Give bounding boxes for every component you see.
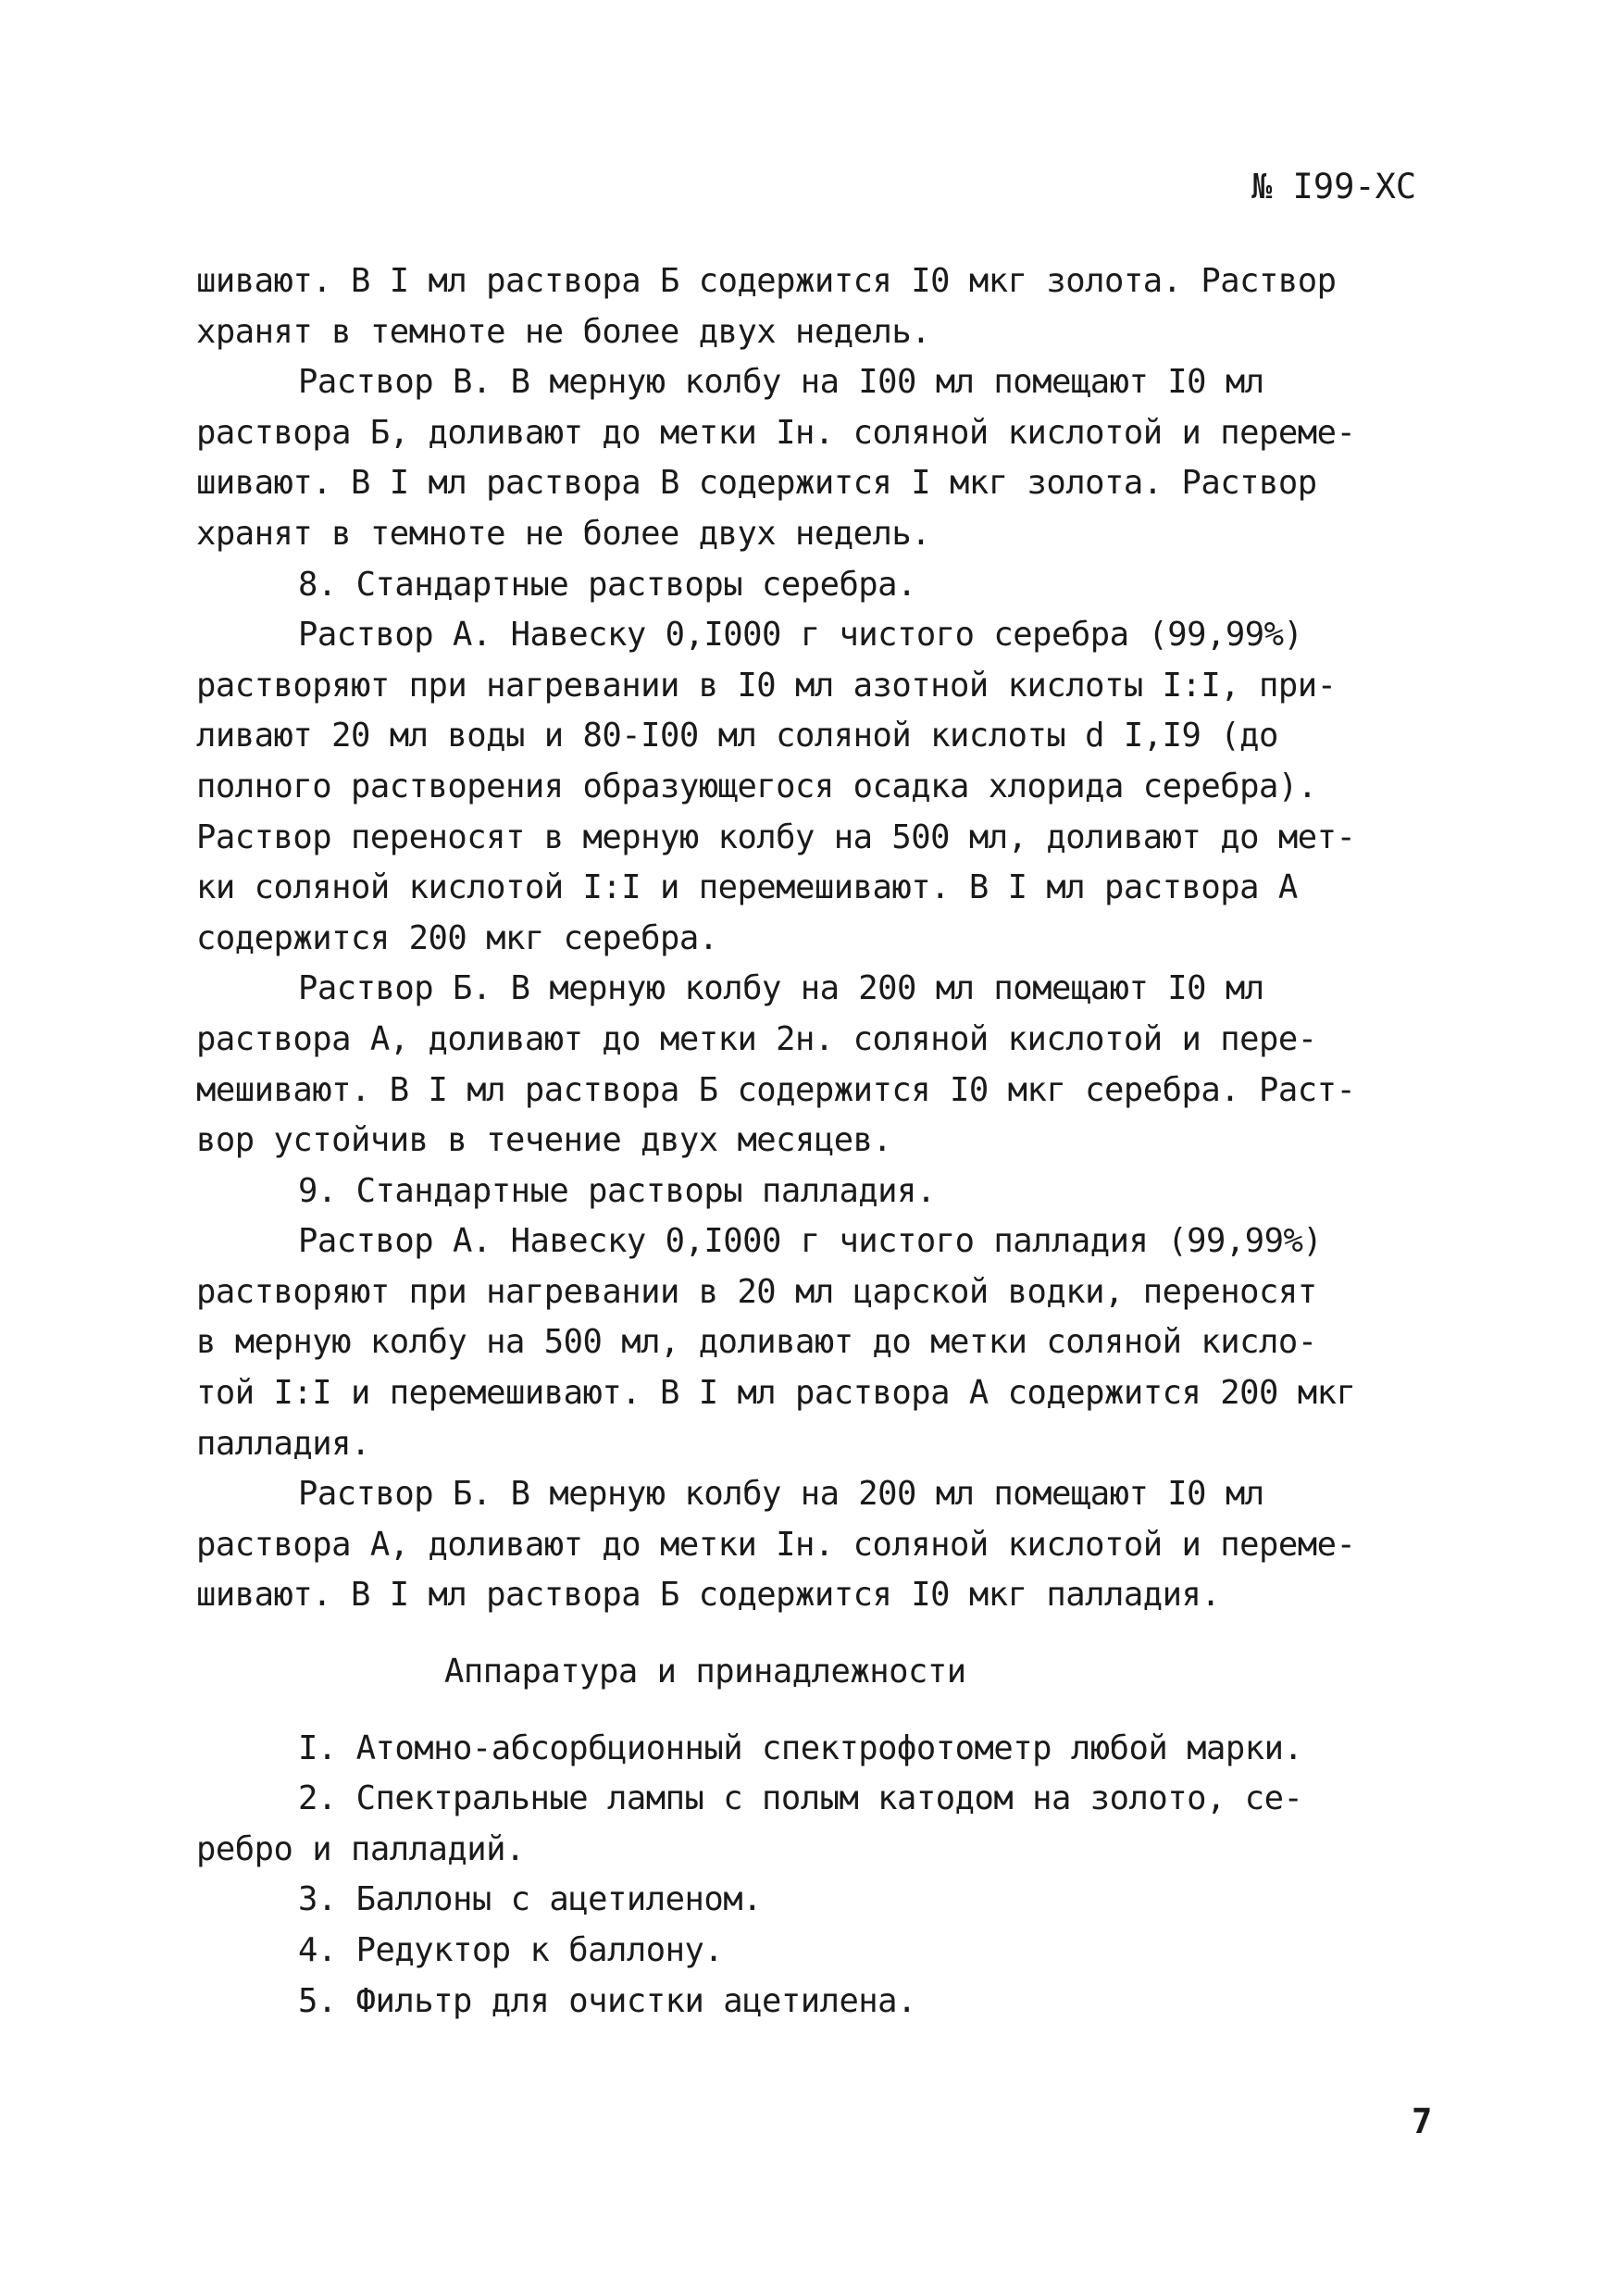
text-line: растворяют при нагревании в I0 мл азотной кислоты I:I, при- (196, 666, 1337, 705)
paragraph-start: Раствор В. В мерную колбу на I00 мл помещают I0 мл (298, 363, 1264, 402)
section-item-9: 9. Стандартные растворы палладия. (298, 1171, 936, 1210)
paragraph-start: Раствор Б. В мерную колбу на 200 мл помещают I0 мл (298, 1475, 1264, 1514)
apparatus-item: I. Атомно-абсорбционный спектрофотометр любой марки. (298, 1728, 1303, 1767)
text-line: содержится 200 мкг серебра. (196, 918, 718, 957)
section-heading: Аппаратура и принадлежности (444, 1653, 966, 1691)
apparatus-item: 3. Баллоны с ацетиленом. (298, 1880, 762, 1919)
text-line: в мерную колбу на 500 мл, доливают до метки соляной кисло- (196, 1323, 1317, 1362)
document-body (196, 256, 1455, 2027)
apparatus-item: 2. Спектральные лампы с полым катодом на золото, се- (298, 1779, 1303, 1818)
text-line: хранят в темноте не более двух недель. (196, 312, 931, 351)
text-line: полного растворения образующегося осадка хлорида серебра). (196, 767, 1317, 805)
apparatus-item: 5. Фильтр для очистки ацетилена. (298, 1981, 916, 2020)
text-line: шивают. В I мл раствора Б содержится I0 мкг палладия. (196, 1576, 1221, 1615)
text-line: Раствор переносят в мерную колбу на 500 мл, доливают до мет- (196, 817, 1356, 856)
text-line: той I:I и перемешивают. В I мл раствора А содержится 200 мкг (196, 1374, 1356, 1413)
text-line: раствора А, доливают до метки 2н. соляной кислотой и пере- (196, 1019, 1317, 1058)
text-line: хранят в темноте не более двух недель. (196, 514, 931, 553)
text-line: раствора Б, доливают до метки Iн. соляной кислотой и переме- (196, 413, 1356, 452)
paragraph-start: Раствор А. Навеску 0,I000 г чистого палладия (99,99%) (298, 1222, 1323, 1261)
paragraph-start: Раствор А. Навеску 0,I000 г чистого серебра (99,99%) (298, 616, 1303, 655)
document-number: № I99-XC (1251, 167, 1417, 206)
text-line: шивают. В I мл раствора В содержится I мкг золота. Раствор (196, 464, 1317, 503)
text-line: вор устойчив в течение двух месяцев. (196, 1121, 892, 1160)
text-line: мешивают. В I мл раствора Б содержится I0 мкг серебра. Раст- (196, 1070, 1356, 1109)
spacer (196, 1698, 1455, 1724)
text-line: растворяют при нагревании в 20 мл царской водки, переносят (196, 1272, 1317, 1311)
section-item-8: 8. Стандартные растворы серебра. (298, 565, 916, 604)
text-line: раствора А, доливают до метки Iн. соляной кислотой и переме- (196, 1525, 1356, 1564)
page-number: 7 (1412, 2102, 1433, 2141)
paragraph-start: Раствор Б. В мерную колбу на 200 мл помещают I0 мл (298, 969, 1264, 1008)
text-line: палладия. (196, 1424, 370, 1463)
text-line: ки соляной кислотой I:I и перемешивают. В I мл раствора А (196, 868, 1298, 907)
text-line: шивают. В I мл раствора Б содержится I0 мкг золота. Раствор (196, 262, 1337, 300)
spacer (196, 1621, 1455, 1647)
text-line: ливают 20 мл воды и 80-I00 мл соляной кислоты d I,I9 (до (196, 717, 1278, 755)
apparatus-item: 4. Редуктор к баллону. (298, 1931, 724, 1969)
apparatus-item-continuation: ребро и палладий. (196, 1829, 525, 1868)
